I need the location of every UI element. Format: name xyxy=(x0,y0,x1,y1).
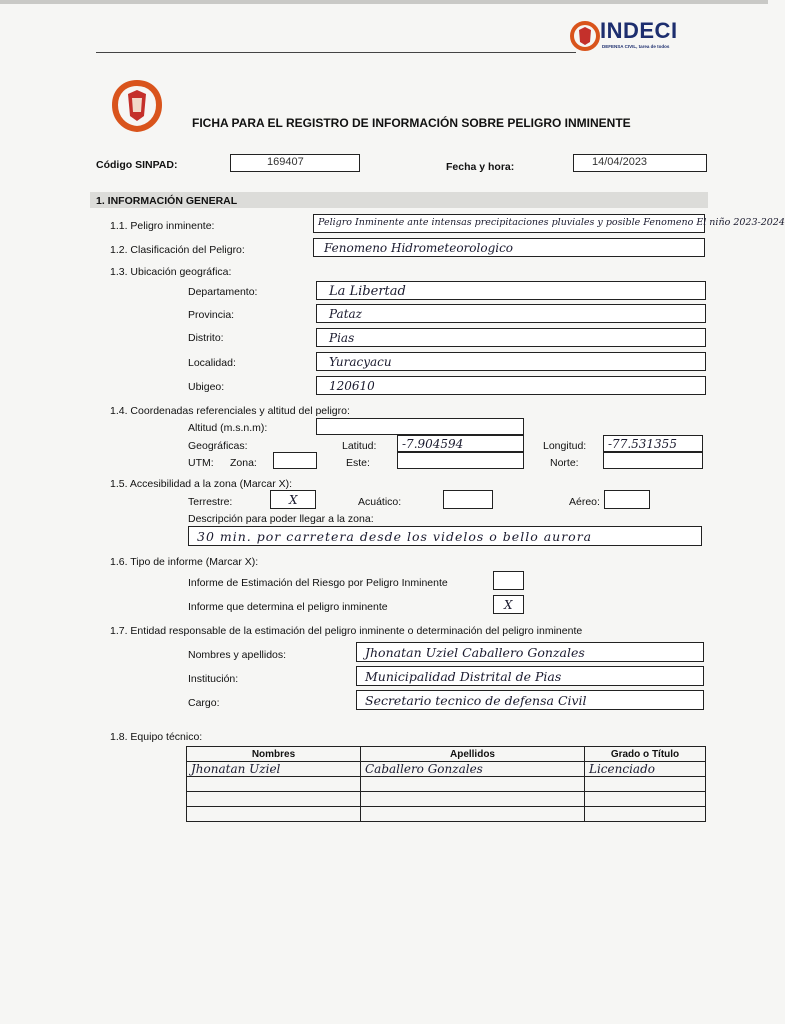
fecha-field[interactable] xyxy=(573,154,707,172)
nombres-value: Jhonatan Uziel Caballero Gonzales xyxy=(365,645,585,660)
table-row xyxy=(187,762,706,777)
equipo-table xyxy=(186,746,706,822)
latitud-value: -7.904594 xyxy=(402,437,464,451)
cell-grado-value: Licenciado xyxy=(589,762,655,776)
peligro-value: Peligro Inminente ante intensas precipitaciones pluviales y posible Fenomeno El niño 2023-2024 xyxy=(318,217,785,228)
clasif-label: 1.2. Clasificación del Peligro: xyxy=(110,244,245,256)
cell-apellidos[interactable] xyxy=(361,762,585,777)
clasif-value: Fenomeno Hidrometeorologico xyxy=(324,241,514,255)
sinpad-field[interactable] xyxy=(230,154,360,172)
informe-determina-label: Informe que determina el peligro inminente xyxy=(188,601,388,613)
indeci-brand: INDECI xyxy=(600,18,678,43)
distrito-field[interactable] xyxy=(316,328,706,347)
informe-determina-mark: X xyxy=(504,598,513,612)
ubigeo-value: 120610 xyxy=(329,379,375,393)
entidad-label: 1.7. Entidad responsable de la estimación del peligro inminente o determinación del peligro inminente xyxy=(110,625,583,637)
cell-empty[interactable] xyxy=(361,807,585,822)
institucion-value: Municipalidad Distrital de Pias xyxy=(365,669,562,684)
cell-nombres[interactable] xyxy=(187,762,361,777)
informe-determina-checkbox[interactable] xyxy=(493,595,524,614)
longitud-label: Longitud: xyxy=(543,440,587,452)
tipo-informe-label: 1.6. Tipo de informe (Marcar X): xyxy=(110,556,259,568)
ubigeo-label: Ubigeo: xyxy=(188,381,225,393)
aereo-checkbox[interactable] xyxy=(604,490,650,509)
nombres-field[interactable] xyxy=(356,642,704,662)
peru-shield-icon xyxy=(112,80,162,132)
cargo-label: Cargo: xyxy=(188,697,220,709)
zona-label: Zona: xyxy=(230,457,257,469)
clasif-field[interactable] xyxy=(313,238,705,257)
provincia-value: Pataz xyxy=(329,307,362,321)
cell-empty[interactable] xyxy=(585,777,706,792)
scan-edge xyxy=(0,0,768,4)
informe-estimacion-label: Informe de Estimación del Riesgo por Peligro Inminente xyxy=(188,577,448,589)
ubigeo-field[interactable] xyxy=(316,376,706,395)
acuatico-label: Acuático: xyxy=(358,496,402,508)
table-row xyxy=(187,807,706,822)
cell-empty[interactable] xyxy=(187,792,361,807)
acuatico-checkbox[interactable] xyxy=(443,490,493,509)
accesibilidad-label: 1.5. Accesibilidad a la zona (Marcar X): xyxy=(110,478,293,490)
table-row xyxy=(187,777,706,792)
altitud-label: Altitud (m.s.n.m): xyxy=(188,422,268,434)
institucion-label: Institución: xyxy=(188,673,239,685)
col-grado: Grado o Título xyxy=(585,747,706,762)
cell-empty[interactable] xyxy=(187,807,361,822)
localidad-value: Yuracyacu xyxy=(329,355,392,369)
fecha-value: 14/04/2023 xyxy=(592,156,648,168)
distrito-label: Distrito: xyxy=(188,332,224,344)
cell-empty[interactable] xyxy=(585,792,706,807)
cell-empty[interactable] xyxy=(585,807,706,822)
cargo-field[interactable] xyxy=(356,690,704,710)
cell-empty[interactable] xyxy=(187,777,361,792)
cell-nombres-value: Jhonatan Uziel xyxy=(191,762,281,776)
descripcion-label: Descripción para poder llegar a la zona: xyxy=(188,513,374,525)
coordenadas-label: 1.4. Coordenadas referenciales y altitud del peligro: xyxy=(110,405,350,417)
distrito-value: Pias xyxy=(329,331,355,345)
longitud-value: -77.531355 xyxy=(608,437,677,451)
departamento-field[interactable] xyxy=(316,281,706,300)
localidad-field[interactable] xyxy=(316,352,706,371)
indeci-logo xyxy=(570,18,700,58)
departamento-value: La Libertad xyxy=(329,284,406,299)
descripcion-field[interactable] xyxy=(188,526,702,546)
informe-estimacion-checkbox[interactable] xyxy=(493,571,524,590)
sinpad-label: Código SINPAD: xyxy=(96,159,178,171)
cell-empty[interactable] xyxy=(361,792,585,807)
localidad-label: Localidad: xyxy=(188,357,236,369)
terrestre-checkbox[interactable] xyxy=(270,490,316,509)
table-header-row xyxy=(187,747,706,762)
header-divider xyxy=(96,52,576,53)
cell-empty[interactable] xyxy=(361,777,585,792)
cargo-value: Secretario tecnico de defensa Civil xyxy=(365,693,587,708)
utm-label: UTM: xyxy=(188,457,214,469)
departamento-label: Departamento: xyxy=(188,286,258,298)
provincia-label: Provincia: xyxy=(188,309,235,321)
institucion-field[interactable] xyxy=(356,666,704,686)
col-nombres: Nombres xyxy=(187,747,361,762)
col-apellidos: Apellidos xyxy=(361,747,585,762)
equipo-label: 1.8. Equipo técnico: xyxy=(110,731,203,743)
indeci-tagline: DEFENSA CIVIL, tarea de todos xyxy=(602,44,670,49)
aereo-label: Aéreo: xyxy=(569,496,600,508)
descripcion-value: 30 min. por carretera desde los videlos o bello aurora xyxy=(197,529,593,544)
provincia-field[interactable] xyxy=(316,304,706,323)
sinpad-value: 169407 xyxy=(267,156,304,168)
fecha-label: Fecha y hora: xyxy=(446,161,515,173)
nombres-label: Nombres y apellidos: xyxy=(188,649,287,661)
zona-field[interactable] xyxy=(273,452,317,469)
cell-grado[interactable] xyxy=(585,762,706,777)
longitud-field[interactable] xyxy=(603,435,703,452)
latitud-label: Latitud: xyxy=(342,440,377,452)
este-label: Este: xyxy=(346,457,370,469)
peligro-field[interactable] xyxy=(313,214,785,233)
indeci-emblem-icon xyxy=(570,20,600,52)
section-1-heading: 1. INFORMACIÓN GENERAL xyxy=(96,195,238,207)
cell-apellidos-value: Caballero Gonzales xyxy=(365,762,483,776)
norte-field[interactable] xyxy=(603,452,703,469)
geograficas-label: Geográficas: xyxy=(188,440,248,452)
form-title: FICHA PARA EL REGISTRO DE INFORMACIÓN SOBRE PELIGRO INMINENTE xyxy=(192,116,631,130)
table-row xyxy=(187,792,706,807)
norte-label: Norte: xyxy=(550,457,579,469)
terrestre-label: Terrestre: xyxy=(188,496,233,508)
este-field[interactable] xyxy=(397,452,524,469)
ubicacion-label: 1.3. Ubicación geográfica: xyxy=(110,266,232,278)
peligro-label: 1.1. Peligro inminente: xyxy=(110,220,215,232)
latitud-field[interactable] xyxy=(397,435,524,452)
altitud-field[interactable] xyxy=(316,418,524,435)
terrestre-mark: X xyxy=(289,493,298,507)
